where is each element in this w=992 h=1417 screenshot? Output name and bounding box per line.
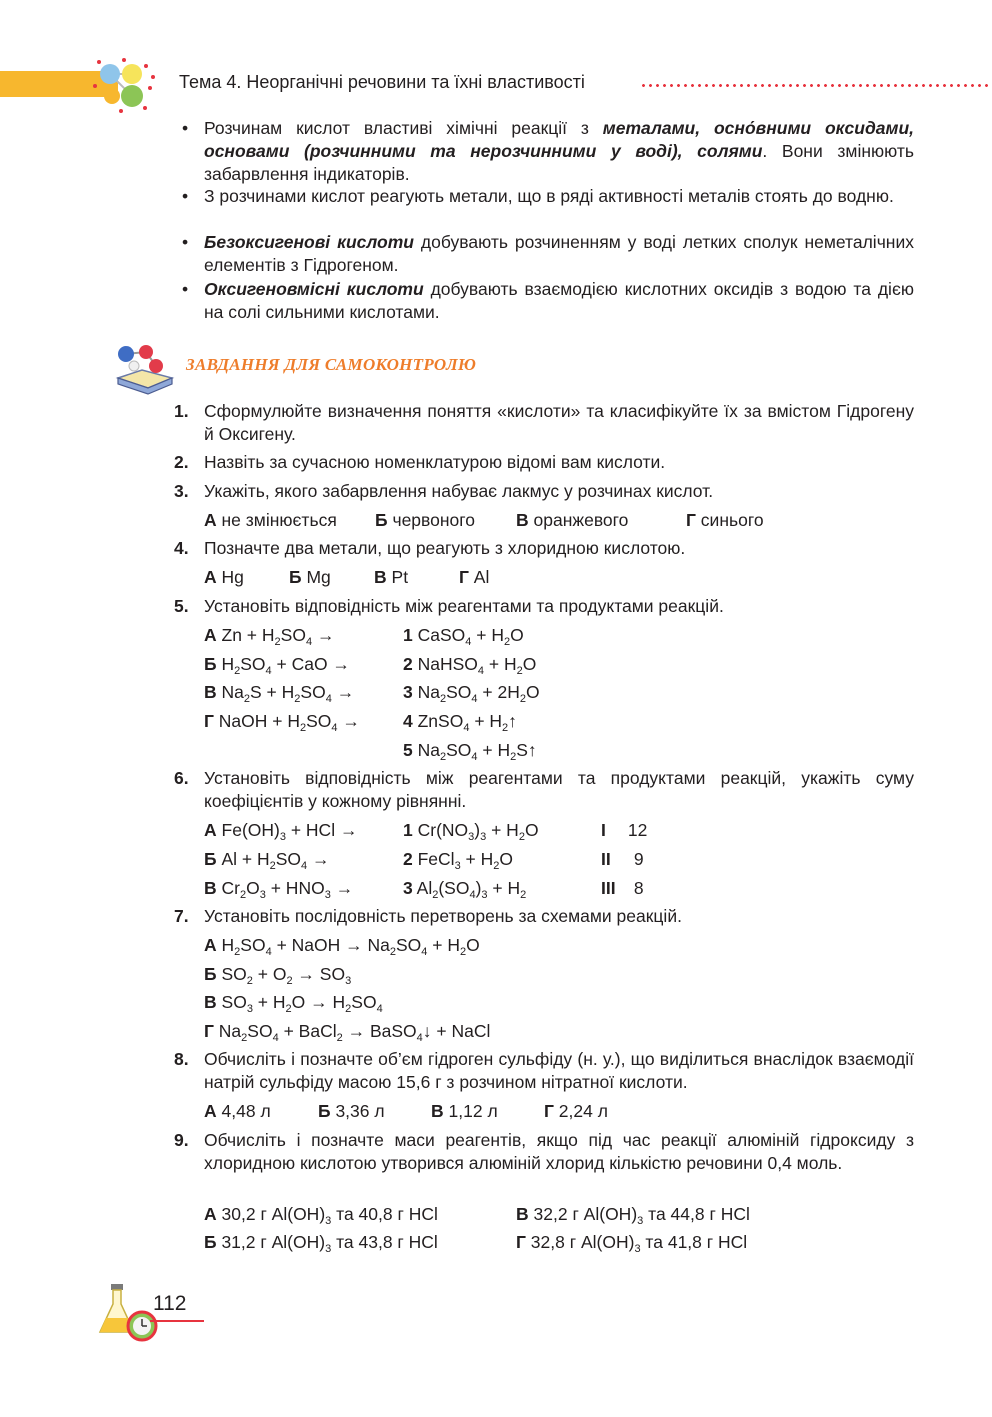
answer-option: Г 32,8 г $Al(OH)_3$ та 41,8 г HCl xyxy=(516,1232,748,1255)
task-text: Обчисліть і позначте маси реагентів, якщо під час реакції алюміній гідроксиду з хлоридною кислотою утворився алюміній хлорид кількістю речовини 0,4 моль. xyxy=(204,1130,914,1173)
summary-bullet: • З розчинами кислот реагують метали, що в ряді активності металів стоять до водню. xyxy=(204,185,914,208)
header-dotted-line xyxy=(640,84,992,87)
task-number: 3. xyxy=(174,481,189,501)
product-row: 1 $Cr(NO_3)_3 + H_2O$ xyxy=(403,820,539,843)
answer-option: В 32,2 г $Al(OH)_3$ та 44,8 г HCl xyxy=(516,1204,750,1227)
task-text: Позначте два метали, що реагують з хлоридною кислотою. xyxy=(204,538,686,558)
summary-bullet: • Безоксигенові кислоти добувають розчиненням у воді летких сполук неметалічних елементів з Гідрогеном. xyxy=(204,231,914,277)
task-text: Укажіть, якого забарвлення набуває лакмус у розчинах кислот. xyxy=(204,481,714,501)
coefficient-sum-row: II 9 xyxy=(601,849,644,869)
scheme-row: Б $SO_2 + O_2 \to SO_3$ xyxy=(204,964,352,987)
task-text: Установіть відповідність між реагентами та продуктами реакцій. xyxy=(204,596,724,616)
molecule-decor-icon xyxy=(90,56,160,116)
task-number: 2. xyxy=(174,452,189,472)
topic-title: Тема 4. Неорганічні речовини та їхні властивості xyxy=(179,72,585,92)
task-number: 1. xyxy=(174,401,189,421)
summary-bullet: • Оксигеновмісні кислоти добувають взаємодією кислотних оксидів з водою та дією на солі сильними кислотами. xyxy=(204,278,914,324)
task-text: Назвіть за сучасною номенклатурою відомі вам кислоти. xyxy=(204,452,666,472)
answer-option: А 4,48 л xyxy=(204,1101,271,1121)
section-title: ЗАВДАННЯ ДЛЯ САМОКОНТРОЛЮ xyxy=(186,355,477,374)
answer-option: А Hg xyxy=(204,567,244,587)
answer-option: В Pt xyxy=(374,567,409,587)
reagent-row: Б $Al + H_2SO_4$ → xyxy=(204,849,330,872)
reagent-row: А $Fe(OH)_3$ + HCl → xyxy=(204,820,358,843)
task-number: 6. xyxy=(174,768,189,788)
product-row: 2 NaHSO$_4$ + $H_2O$ xyxy=(403,654,537,677)
task-number: 4. xyxy=(174,538,189,558)
reagent-row: В $Na_2S + H_2SO_4$ → xyxy=(204,682,355,705)
coefficient-sum-row: I 12 xyxy=(601,820,648,840)
product-row: 3 $Al_2(SO_4)_3 + H_2$ xyxy=(403,878,527,901)
reagent-row: В $Cr_2O_3 + HNO_3$ → xyxy=(204,878,354,901)
answer-option: А 30,2 г $Al(OH)_3$ та 40,8 г HCl xyxy=(204,1204,438,1227)
answer-option: Б 31,2 г $Al(OH)_3$ та 43,8 г HCl xyxy=(204,1232,438,1255)
scheme-row: В $SO_3 + H_2O \to H_2SO_4$ xyxy=(204,992,383,1015)
task-number: 8. xyxy=(174,1049,189,1069)
task-number: 9. xyxy=(174,1130,189,1150)
page-number: 112 xyxy=(153,1292,187,1315)
task-text: Обчисліть і позначте об’єм гідроген сульфіду (н. у.), що виділиться внаслідок взаємодії натрій сульфіду масою 15,6 г з розчином нітратної кислоти. xyxy=(204,1049,914,1092)
footer-rule xyxy=(150,1320,204,1322)
answer-option: Г синього xyxy=(686,510,764,530)
product-row: 4 ZnSO$_4$ + $H_2↑$ xyxy=(403,711,517,734)
task-text: Установіть послідовність перетворень за схемами реакцій. xyxy=(204,906,682,926)
answer-option: Г 2,24 л xyxy=(544,1101,608,1121)
task-text: Установіть відповідність між реагентами та продуктами реакцій, укажіть суму коефіцієнтів у кожному рівнянні. xyxy=(204,768,914,811)
scheme-row: Г $Na_2SO_4$ + BaCl$_2$ → BaSO$_4$↓ + NaCl xyxy=(204,1021,491,1044)
answer-option: Б 3,36 л xyxy=(318,1101,385,1121)
answer-option: А не змінюється xyxy=(204,510,337,530)
reagent-row: А $Zn + H_2SO_4$ → xyxy=(204,625,335,648)
reagent-row: Б $H_2SO_4$ + CaO → xyxy=(204,654,350,677)
product-row: 5 $Na_2SO_4$ + $H_2S↑$ xyxy=(403,740,537,763)
answer-option: Б червоного xyxy=(375,510,475,530)
task-number: 7. xyxy=(174,906,189,926)
product-row: 3 $Na_2SO_4 + 2H_2O$ xyxy=(403,682,540,705)
reagent-row: Г NaOH + $H_2SO_4$ → xyxy=(204,711,360,734)
book-molecule-icon xyxy=(112,340,178,396)
scheme-row: А $H_2SO_4$ + NaOH → $Na_2SO_4 + H_2O$ xyxy=(204,935,480,958)
coefficient-sum-row: III 8 xyxy=(601,878,644,898)
answer-option: В оранжевого xyxy=(516,510,629,530)
product-row: 1 CaSO$_4$ + $H_2O$ xyxy=(403,625,524,648)
product-row: 2 FeCl$_3$ + $H_2O$ xyxy=(403,849,514,872)
summary-bullet: • Розчинам кислот властиві хімічні реакції з металами, осно́вними оксидами, основами (розчинними та нерозчинними у воді), солями. Вони змінюють забарвлення індикаторів. xyxy=(204,117,914,186)
answer-option: Г Al xyxy=(459,567,490,587)
task-number: 5. xyxy=(174,596,189,616)
answer-option: Б Mg xyxy=(289,567,331,587)
task-text: Сформулюйте визначення поняття «кислоти» та класифікуйте їх за вмістом Гідрогену й Оксигену. xyxy=(204,401,914,444)
answer-option: В 1,12 л xyxy=(431,1101,498,1121)
